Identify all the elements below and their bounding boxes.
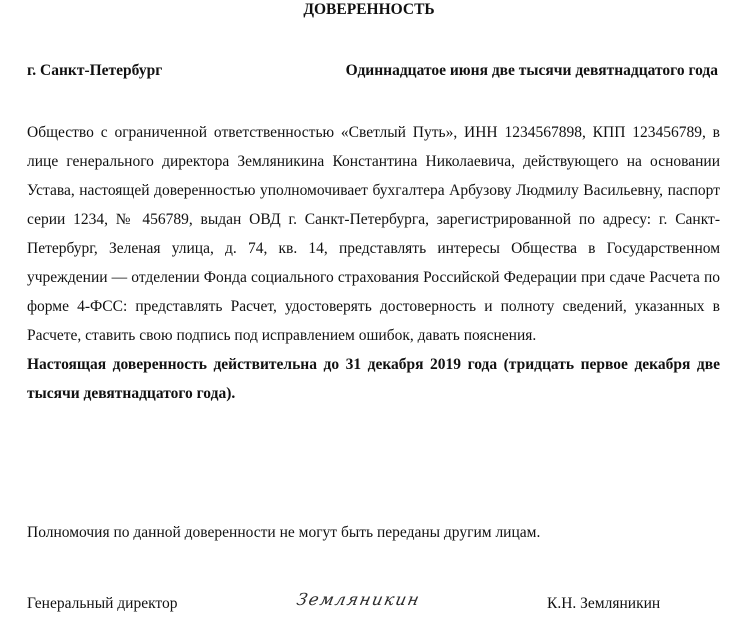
document-title: ДОВЕРЕННОСТЬ bbox=[303, 1, 435, 18]
validity-paragraph: Настоящая доверенность действительна до 31 декабря 2019 года (тридцать первое декабря две тысячи девятнадцатого года). bbox=[27, 356, 720, 402]
issue-date: Одиннадцатое июня две тысячи девятнадцатого года bbox=[345, 62, 718, 79]
handwritten-signature: Земляникин bbox=[295, 590, 423, 609]
place-date-line bbox=[27, 62, 720, 80]
signer-position: Генеральный директор bbox=[27, 595, 178, 612]
signer-name: К.Н. Земляникин bbox=[547, 595, 661, 612]
city: г. Санкт-Петербург bbox=[27, 62, 163, 79]
authorization-paragraph: Общество с ограниченной ответственностью «Светлый Путь», ИНН 1234567898, КПП 123456789, в лице генерального директора Земляникина Константина Николаевича, действующего на основании Устава, настоящей доверенностью уполномочивает бухгалтера Арбузову Людмилу Васильевну, паспорт серии 1234, № 456789, выдан ОВД г. Санкт-Петербурга, зарегистрированной по адресу: г. Санкт-Петербург, Зеленая улица, д. 74, кв. 14, представлять интересы Общества в Государственном учреждении — отделении Фонда социального страхования Российской Федерации при сдаче Расчета по форме 4-ФСС: представлять Расчет, удостоверять достоверность и полноту сведений, указанных в Расчете, ставить свою подпись под исправлением ошибок, давать пояснения. bbox=[27, 124, 720, 344]
document-body bbox=[27, 118, 720, 408]
powers-note: Полномочия по данной доверенности не могут быть переданы другим лицам. bbox=[27, 524, 541, 541]
signature-block bbox=[27, 590, 720, 620]
